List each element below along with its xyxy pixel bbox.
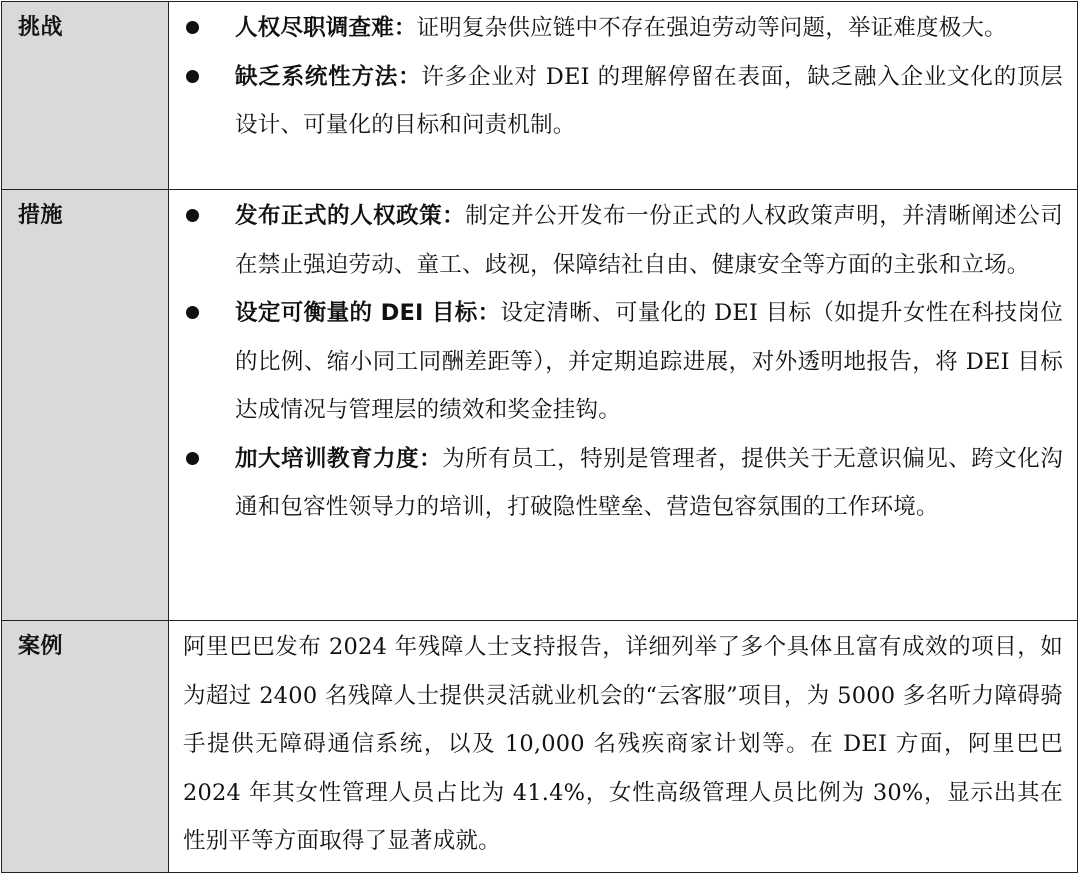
bullet-icon — [186, 70, 199, 83]
row-label-cell — [2, 2, 169, 190]
row-label-cell — [2, 621, 169, 873]
bullet-icon — [186, 209, 199, 222]
row-content-cell — [169, 621, 1078, 873]
bullet-title: 加大培训教育力度： — [235, 445, 443, 472]
bullet-title: 发布正式的人权政策： — [235, 203, 466, 229]
table-row-challenge — [2, 2, 1078, 190]
bullet-text: 制定并公开发布一份正式的人权政策声明，并清晰阐述公司在禁止强迫劳动、童工、歧视，保障结社自由、健康安全等方面的主张和立场。 — [235, 203, 1063, 278]
list-item — [183, 4, 1063, 53]
row-content-cell — [169, 190, 1078, 621]
bullet-list — [169, 2, 1077, 156]
row-label-measures: 措施 — [18, 203, 64, 228]
table-row-case — [2, 621, 1078, 873]
bullet-text: 许多企业对 DEI 的理解停留在表面，缺乏融入企业文化的顶层设计、可量化的目标和问责机制。 — [235, 63, 1063, 138]
row-label-challenge: 挑战 — [18, 15, 64, 40]
case-paragraph: 阿里巴巴发布 2024 年残障人士支持报告，详细列举了多个具体且富有成效的项目，如为超过 2400 名残障人士提供灵活就业机会的“云客服”项目，为 5000 多名听力障碍骑手提供无障碍通信系统，以及 10,000 名残疾商家计划等。在 DEI 方面，阿里巴巴 2024 年其女性管理人员占比为 41.4%，女性高级管理人员比例为 30%，显示出其在性别平等方面取得了显著成就。 — [183, 634, 1063, 854]
list-item — [183, 435, 1063, 532]
row-label-case: 案例 — [18, 634, 64, 659]
bullet-icon — [186, 452, 199, 465]
list-item — [183, 192, 1063, 289]
bullet-list — [169, 190, 1077, 538]
list-item — [183, 289, 1063, 435]
bullet-title: 设定可衡量的 DEI 目标： — [235, 300, 501, 326]
bullet-text: 为所有员工，特别是管理者，提供关于无意识偏见、跨文化沟通和包容性领导力的培训，打破隐性壁垒、营造包容氛围的工作环境。 — [235, 445, 1063, 520]
bullet-title: 人权尽职调查难： — [235, 15, 417, 41]
bullet-text: 证明复杂供应链中不存在强迫劳动等问题，举证难度极大。 — [416, 15, 1007, 41]
bullet-icon — [186, 21, 199, 34]
row-content-cell — [169, 2, 1078, 190]
row-label-cell — [2, 190, 169, 621]
bullet-text: 设定清晰、可量化的 DEI 目标（如提升女性在科技岗位的比例、缩小同工同酬差距等），并定期追踪进展，对外透明地报告，将 DEI 目标达成情况与管理层的绩效和奖金挂钩。 — [235, 300, 1064, 423]
bullet-icon — [186, 306, 199, 319]
info-table — [1, 1, 1078, 873]
table-row-measures — [2, 190, 1078, 621]
list-item — [183, 53, 1063, 150]
bullet-title: 缺乏系统性方法： — [235, 63, 422, 90]
